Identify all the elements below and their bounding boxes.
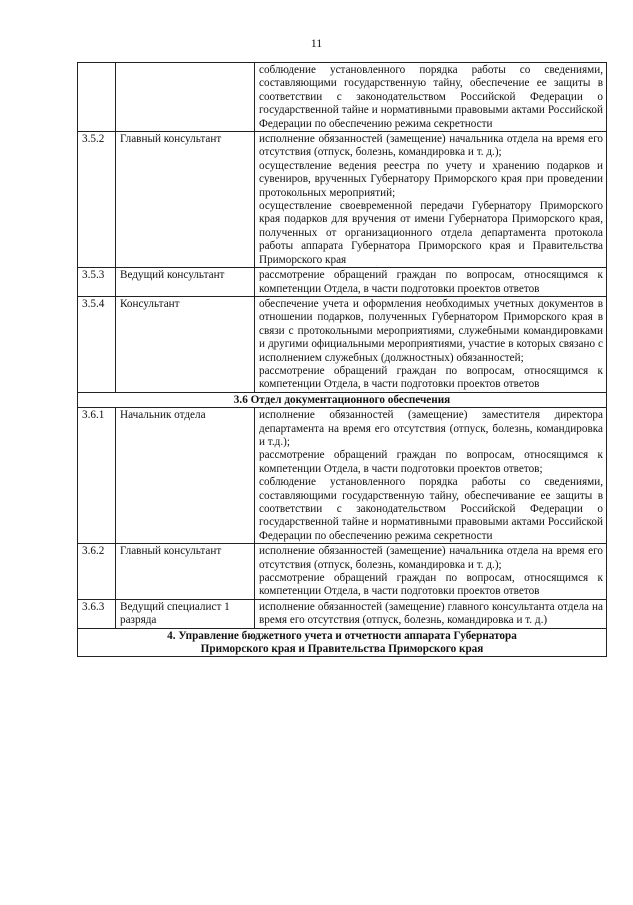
- row-number-cell: 3.6.1: [78, 408, 116, 544]
- duties-cell: [255, 544, 607, 600]
- section-heading-row: [78, 628, 607, 657]
- table-row: [78, 268, 607, 297]
- table-row: [78, 599, 607, 628]
- duty-paragraph: исполнение обязанностей (замещение) начальника отдела на время его отсутствия (отпуск, болезнь, командировка и т. д.);: [259, 545, 603, 571]
- table-row: [78, 63, 607, 132]
- row-number-cell: [78, 63, 116, 132]
- section-heading: 3.6 Отдел документационного обеспечения: [78, 392, 607, 407]
- duties-cell: [255, 599, 607, 628]
- section-heading-row: [78, 392, 607, 407]
- position-cell: Главный консультант: [116, 544, 255, 600]
- duty-paragraph: соблюдение установленного порядка работы со сведениями, составляющими государственную тайну, обеспечивание ее защиты в соответствии с законодательством Российской Федерации о государственной тайне и нормативными правовыми актами Российской Федерации по обеспечению режима секретности: [259, 476, 603, 542]
- table-row: [78, 408, 607, 544]
- duties-cell: [255, 268, 607, 297]
- duty-paragraph: рассмотрение обращений граждан по вопросам, относящимся к компетенции Отдела, в части подготовки проектов ответов;: [259, 449, 603, 475]
- row-number-cell: 3.6.2: [78, 544, 116, 600]
- position-cell: Главный консультант: [116, 132, 255, 268]
- table-row: [78, 544, 607, 600]
- duty-paragraph: исполнение обязанностей (замещение) главного консультанта отдела на время его отсутствия (отпуск, болезнь, командировка и т. д.): [259, 600, 603, 627]
- duty-paragraph: исполнение обязанностей (замещение) заместителя директора департамента на время его отсутствия (отпуск, болезнь, командировка и т.д.);: [259, 409, 603, 448]
- duties-cell: [255, 63, 607, 132]
- row-number-cell: 3.5.3: [78, 268, 116, 297]
- section-heading-line: Приморского края и Правительства Приморского края: [200, 643, 484, 656]
- duty-paragraph: рассмотрение обращений граждан по вопросам, относящимся к компетенции Отдела, в части подготовки проектов ответов: [259, 269, 603, 295]
- position-cell: [116, 63, 255, 132]
- duties-cell: [255, 408, 607, 544]
- duties-cell: [255, 296, 607, 392]
- duty-paragraph: осуществление своевременной передачи Губернатору Приморского края подарков для вручения от имени Губернатора Приморского края, полученных от организационного отдела департамента протокола работы аппарата Губернатора Приморского края и Правительства Приморского края: [259, 200, 603, 266]
- position-cell: Начальник отдела: [116, 408, 255, 544]
- page-number: 11: [310, 36, 323, 50]
- row-number-cell: 3.6.3: [78, 599, 116, 628]
- duties-cell: [255, 132, 607, 268]
- duty-paragraph: рассмотрение обращений граждан по вопросам, относящимся к компетенции Отдела, в части подготовки проектов ответов: [259, 364, 603, 391]
- table-row: [78, 132, 607, 268]
- row-number-cell: 3.5.2: [78, 132, 116, 268]
- position-cell: Ведущий консультант: [116, 268, 255, 297]
- row-number-cell: 3.5.4: [78, 296, 116, 392]
- duty-paragraph: осуществление ведения реестра по учету и хранению подарков и сувениров, врученных Губернатору Приморского края при проведении протокольных мероприятий;: [259, 159, 603, 199]
- duty-paragraph: рассмотрение обращений граждан по вопросам, относящимся к компетенции Отдела, в части подготовки проектов ответов: [259, 572, 603, 598]
- table-row: [78, 296, 607, 392]
- duties-table: [77, 62, 607, 657]
- duty-paragraph: соблюдение установленного порядка работы со сведениями, составляющими государственную тайну, обеспечение ее защиты в соответствии с законодательством Российской Федерации о государственной тайне и нормативными правовыми актами Российской Федерации по обеспечению режима секретности: [259, 64, 603, 130]
- section-heading: [78, 628, 607, 657]
- section-heading-line: 4. Управление бюджетного учета и отчетности аппарата Губернатора: [167, 629, 517, 642]
- position-cell: Консультант: [116, 296, 255, 392]
- duty-paragraph: исполнение обязанностей (замещение) начальника отдела на время его отсутствия (отпуск, болезнь, командировка и т. д.);: [259, 133, 603, 159]
- duty-paragraph: обеспечение учета и оформления необходимых учетных документов в отношении подарков, полученных Губернатором Приморского края в связи с протокольными мероприятиями, служебными командировками и другими официальными мероприятиями, участие в которых связано с исполнением служебных (должностных) обязанностей;: [259, 297, 603, 364]
- position-cell: Ведущий специалист 1 разряда: [116, 599, 255, 628]
